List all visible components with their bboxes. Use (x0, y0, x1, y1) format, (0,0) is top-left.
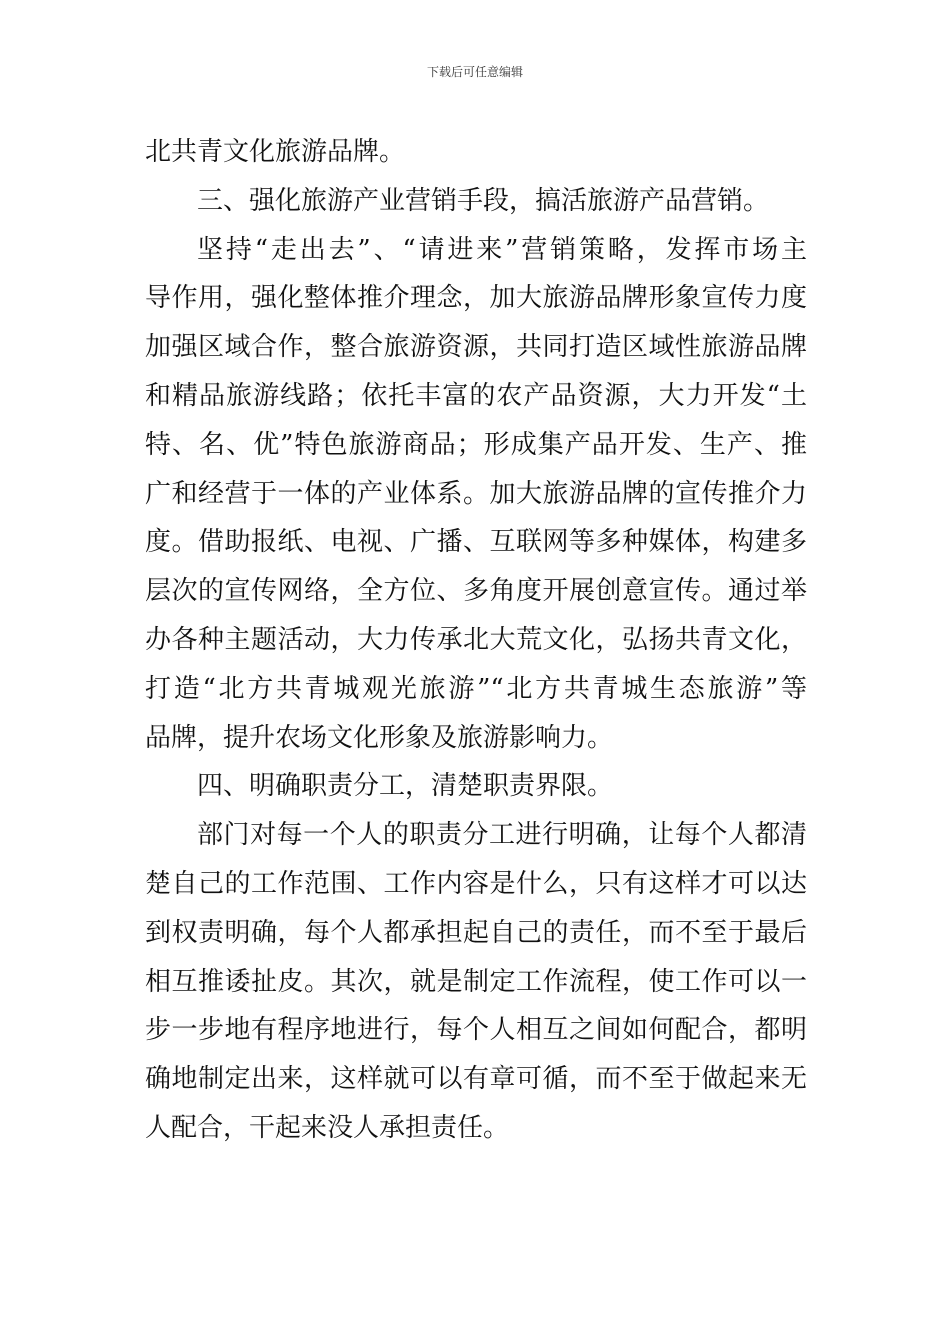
text-line: 相互推诿扯皮。其次，就是制定工作流程，使工作可以一 (145, 966, 807, 997)
text-line: 层次的宣传网络，全方位、多角度开展创意宣传。通过举 (145, 576, 807, 607)
text-line: 四、明确职责分工，清楚职责界限。 (197, 771, 614, 802)
text-line: 广和经营于一体的产业体系。加大旅游品牌的宣传推介力 (145, 478, 807, 509)
text-line: 办各种主题活动，大力传承北大荒文化，弘扬共青文化， (145, 624, 807, 655)
text-line: 导作用，强化整体推介理念，加大旅游品牌形象宣传力度 (145, 283, 807, 314)
text-line: 到权责明确，每个人都承担起自己的责任，而不至于最后 (145, 917, 807, 948)
text-line: 品牌，提升农场文化形象及旅游影响力。 (145, 722, 614, 753)
text-line: 北共青文化旅游品牌。 (145, 137, 406, 167)
text-line: 确地制定出来，这样就可以有章可循，而不至于做起来无 (145, 1064, 807, 1095)
text-line: 打造“北方共青城观光旅游”“北方共青城生态旅游”等 (145, 673, 807, 704)
text-line: 人配合，干起来没人承担责任。 (145, 1112, 510, 1143)
text-line: 和精品旅游线路；依托丰富的农产品资源，大力开发“土 (145, 380, 807, 411)
text-line: 部门对每一个人的职责分工进行明确，让每个人都清 (197, 820, 807, 851)
header-note: 下载后可任意编辑 (426, 65, 523, 79)
text-line: 特、名、优”特色旅游商品；形成集产品开发、生产、推 (145, 429, 807, 460)
text-line: 加强区域合作，整合旅游资源，共同打造区域性旅游品牌 (145, 332, 807, 363)
text-line: 步一步地有程序地进行，每个人相互之间如何配合，都明 (145, 1015, 807, 1046)
text-line: 楚自己的工作范围、工作内容是什么，只有这样才可以达 (145, 868, 807, 899)
text-line: 三、强化旅游产业营销手段，搞活旅游产品营销。 (197, 185, 770, 216)
text-line: 度。借助报纸、电视、广播、互联网等多种媒体，构建多 (145, 527, 807, 558)
text-line: 坚持“走出去”、“请进来”营销策略，发挥市场主 (197, 234, 807, 265)
document-body (145, 128, 807, 1153)
